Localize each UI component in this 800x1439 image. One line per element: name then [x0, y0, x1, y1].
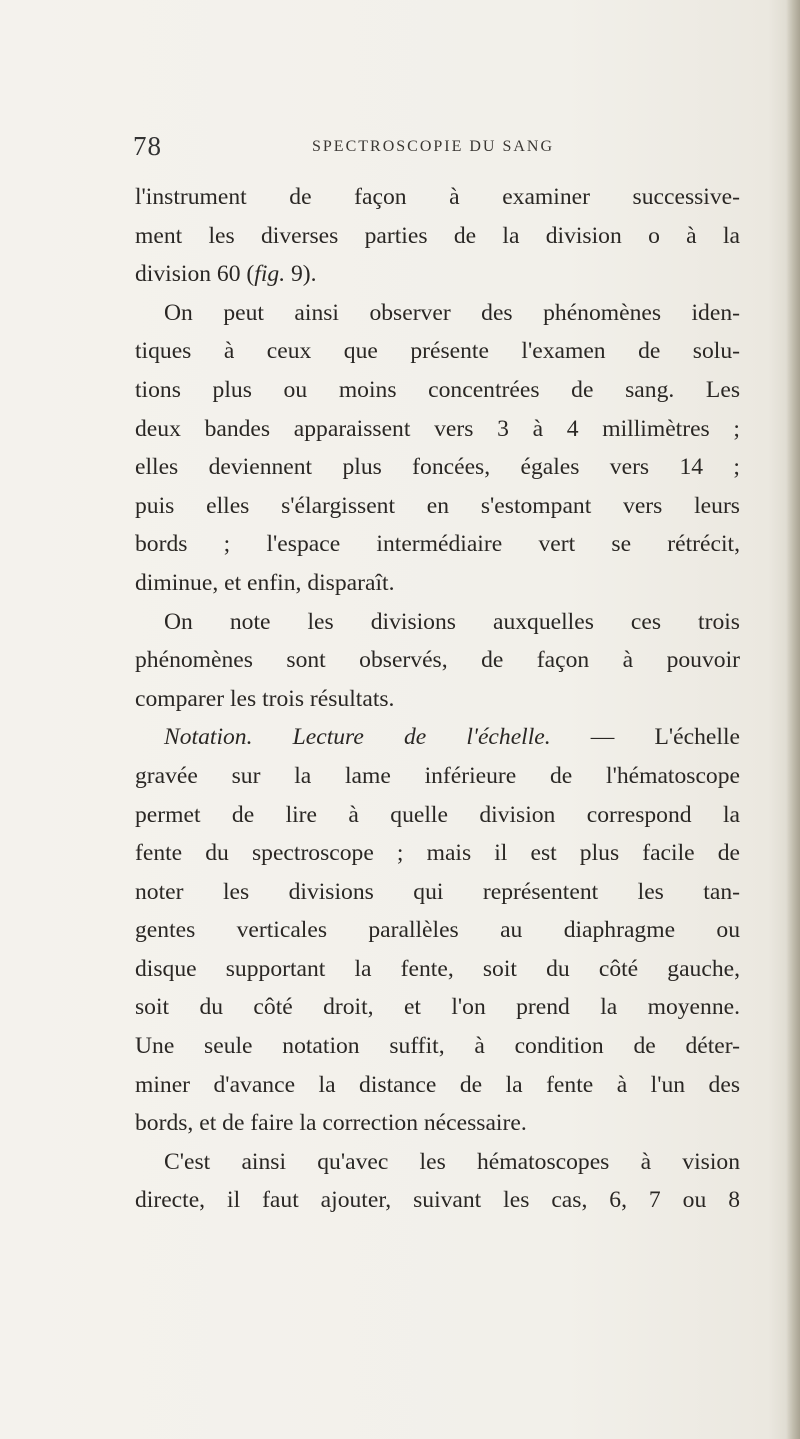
- running-title: SPECTROSCOPIE DU SANG: [312, 138, 555, 155]
- text-line: miner d'avance la distance de la fente à l'un des: [135, 1071, 740, 1098]
- text-line: On peut ainsi observer des phénomènes iden-: [164, 299, 740, 326]
- figure-reference: fig.: [254, 261, 286, 288]
- text-line: l'instrument de façon à examiner successive-: [135, 184, 740, 210]
- text-line: [135, 718, 740, 757]
- text-line: Une seule notation suffit, à condition de déter-: [135, 1033, 740, 1060]
- text-line: comparer les trois résultats.: [135, 685, 395, 712]
- text-line: gentes verticales parallèles au diaphragme ou: [135, 917, 740, 944]
- text-line: elles deviennent plus foncées, égales vers 14 ;: [135, 454, 740, 481]
- text-line: soit du côté droit, et l'on prend la moyenne.: [135, 994, 740, 1021]
- text-segment: — L'échelle: [550, 724, 740, 751]
- page-edge-shadow: [786, 0, 800, 1439]
- text-segment: division 60 (: [135, 261, 255, 288]
- text-line: bords ; l'espace intermédiaire vert se rétrécit,: [135, 531, 740, 558]
- text-line: tiques à ceux que présente l'examen de solu-: [135, 338, 740, 365]
- text-line: phénomènes sont observés, de façon à pouvoir: [135, 647, 740, 674]
- body-text: [135, 178, 740, 1220]
- text-line: disque supportant la fente, soit du côté gauche,: [135, 955, 740, 982]
- text-line: fente du spectroscope ; mais il est plus facile de: [135, 840, 740, 867]
- section-heading: Notation. Lecture de l'échelle.: [164, 724, 551, 751]
- text-line: gravée sur la lame inférieure de l'hématoscope: [135, 762, 740, 789]
- text-line: C'est ainsi qu'avec les hématoscopes à vision: [164, 1148, 740, 1175]
- text-line: noter les divisions qui représentent les tan-: [135, 878, 740, 905]
- text-segment: 9).: [285, 261, 317, 288]
- text-line: puis elles s'élargissent en s'estompant vers leurs: [135, 492, 740, 519]
- page-header: [133, 131, 733, 167]
- text-line: diminue, et enfin, disparaît.: [135, 569, 395, 596]
- text-line: tions plus ou moins concentrées de sang. Les: [135, 376, 740, 403]
- text-line: bords, et de faire la correction nécessaire.: [135, 1110, 527, 1137]
- page-number: 78: [133, 131, 162, 161]
- text-line: deux bandes apparaissent vers 3 à 4 millimètres ;: [135, 415, 740, 442]
- text-line: ment les diverses parties de la division o à la: [135, 222, 740, 249]
- text-line: directe, il faut ajouter, suivant les cas, 6, 7 ou 8: [135, 1187, 740, 1214]
- text-line: On note les divisions auxquelles ces trois: [164, 608, 740, 635]
- text-line: [135, 255, 740, 294]
- text-line: permet de lire à quelle division correspond la: [135, 801, 740, 828]
